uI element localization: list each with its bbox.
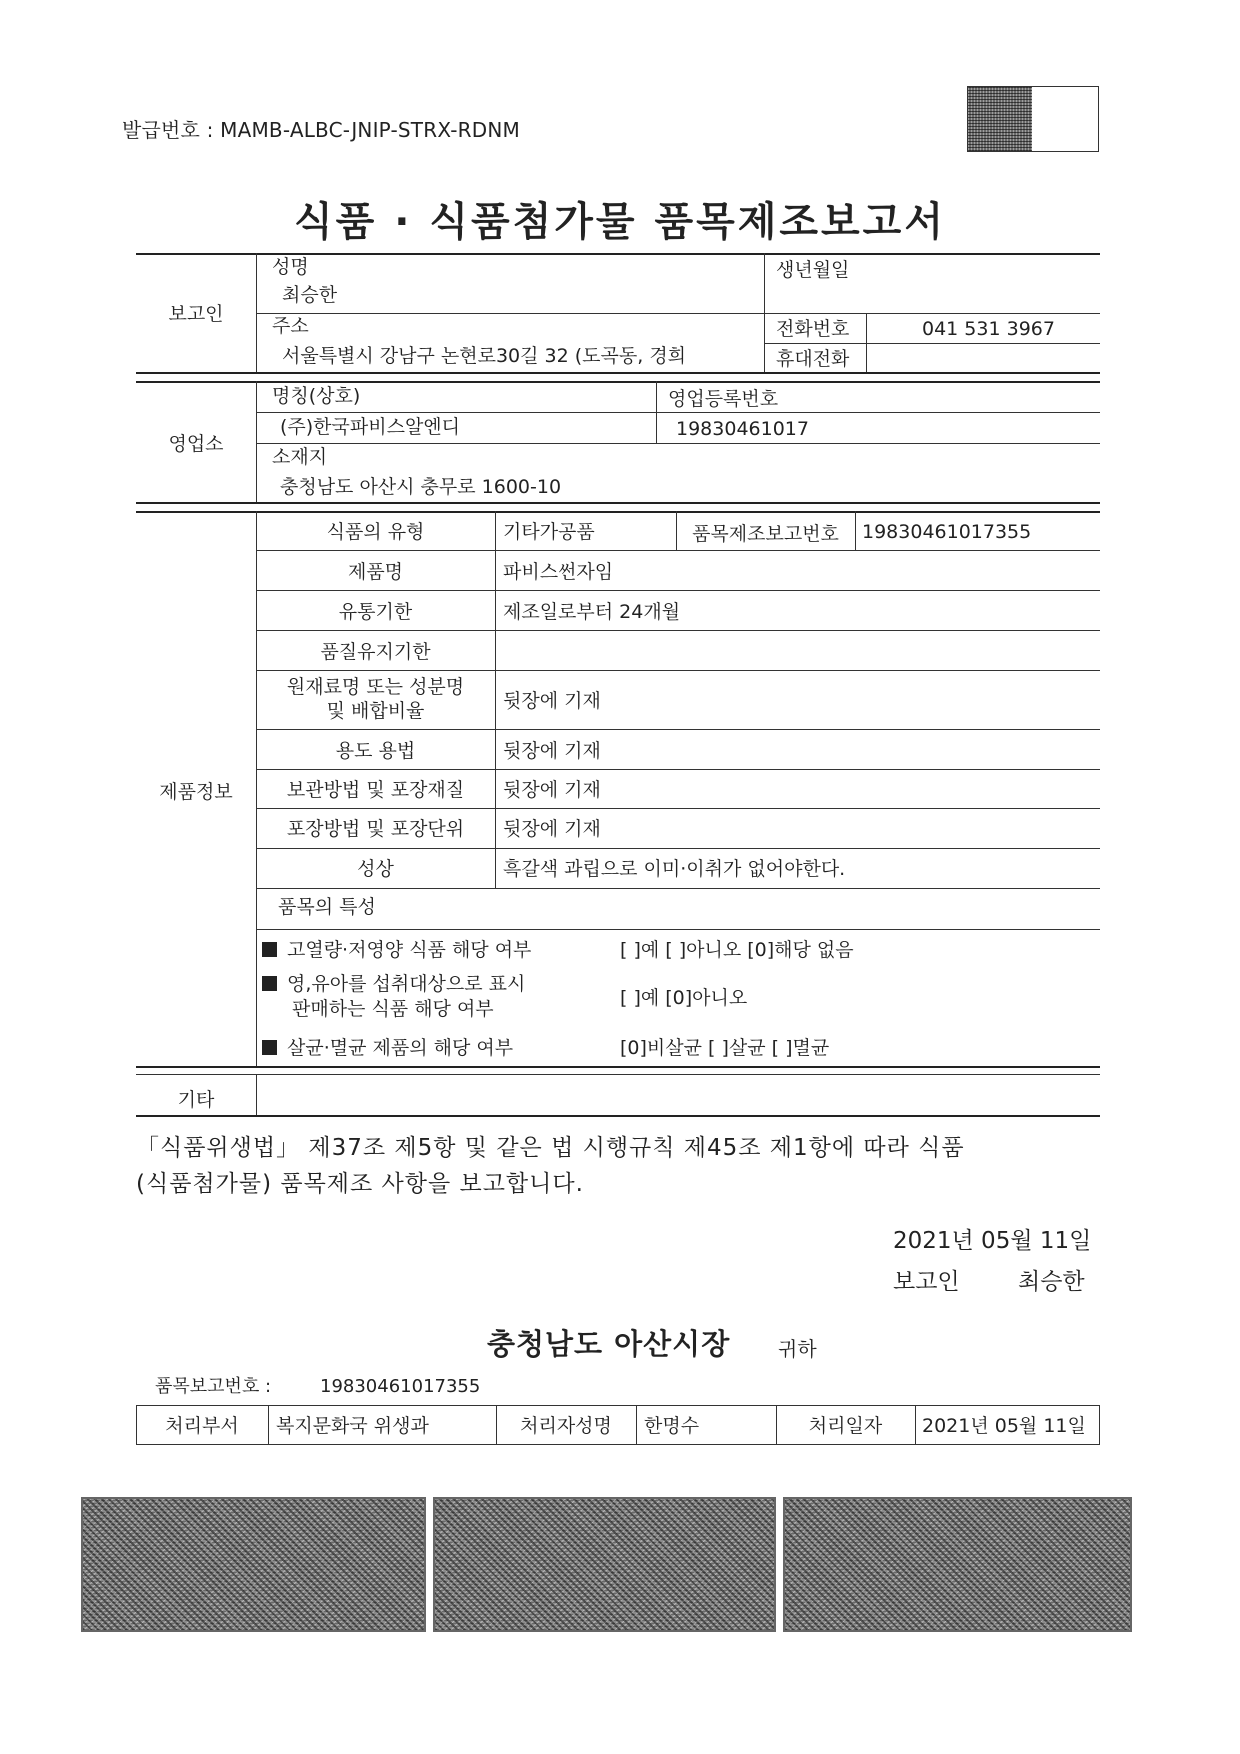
- product-name-value: 파비스썬자임: [503, 561, 614, 583]
- storage-value: 뒷장에 기재: [503, 779, 601, 801]
- processed-date-label: 처리일자: [808, 1415, 883, 1437]
- signer-label: 보고인: [893, 1269, 960, 1295]
- issue-number-label: 발급번호 :: [122, 118, 214, 142]
- reporter-phone: 041 531 3967: [922, 318, 1055, 340]
- storage-label: 보관방법 및 포장재질: [286, 779, 465, 801]
- company-name: (주)한국파비스알엔디: [280, 416, 461, 438]
- bullet-square-icon: [262, 976, 277, 991]
- regno-value: 19830461017: [676, 418, 809, 440]
- processed-date-value: 2021년 05월 11일: [922, 1415, 1086, 1437]
- recipient-honorific: 귀하: [778, 1337, 817, 1361]
- bullet-square-icon: [262, 1040, 277, 1055]
- ingredients-label-line1: 원재료명 또는 성분명: [286, 676, 465, 698]
- birth-label: 생년월일: [776, 259, 850, 281]
- feature-label: 살균·멸균 제품의 해당 여부: [287, 1037, 514, 1059]
- usage-label: 용도 용법: [335, 740, 416, 762]
- dept-label: 처리부서: [165, 1415, 239, 1437]
- mobile-label: 휴대전화: [776, 348, 850, 370]
- ingredients-label: [256, 676, 495, 724]
- document-barcode: [783, 1497, 1132, 1632]
- feature-label: 영,유아를 섭취대상으로 표시: [287, 973, 526, 995]
- product-name-label: 제품명: [347, 561, 404, 583]
- product-section-label: 제품정보: [159, 781, 233, 803]
- declaration-line2: (식품첨가물) 품목제조 사항을 보고합니다.: [136, 1171, 584, 1197]
- issue-number: [122, 114, 520, 143]
- document-barcode: [433, 1497, 776, 1632]
- appearance-value: 흑갈색 과립으로 이미·이취가 없어야한다.: [503, 858, 846, 880]
- address-label: 주소: [272, 315, 309, 337]
- reporter-name: 최승한: [282, 284, 338, 306]
- food-type-value: 기타가공품: [503, 521, 595, 543]
- barcode-stamp: [967, 86, 1099, 152]
- reporter-address: 서울특별시 강남구 논현로30길 32 (도곡동, 경희: [282, 345, 687, 367]
- report-number-label: 품목보고번호 :: [155, 1376, 272, 1397]
- person-value: 한명수: [644, 1415, 700, 1437]
- usage-value: 뒷장에 기재: [503, 740, 601, 762]
- reporter-section-label: 보고인: [168, 303, 224, 325]
- business-section-label: 영업소: [168, 433, 224, 455]
- declaration-line1: 「식품위생법」 제37조 제5항 및 같은 법 시행규칙 제45조 제1항에 따라 식품: [136, 1135, 965, 1161]
- report-date: 2021년 05월 11일: [893, 1228, 1092, 1254]
- report-no-value: 19830461017355: [862, 521, 1032, 543]
- location-label: 소재지: [272, 446, 328, 468]
- feature-label-line2: 판매하는 식품 해당 여부: [292, 998, 494, 1020]
- page-title: 식품 · 식품첨가물 품목제조보고서: [294, 199, 946, 245]
- report-number-value: 19830461017355: [320, 1376, 481, 1397]
- phone-label: 전화번호: [776, 318, 850, 340]
- feature-value: [ ]예 [0]아니오: [620, 987, 748, 1009]
- person-label: 처리자성명: [520, 1415, 612, 1437]
- features-label: 품목의 특성: [278, 896, 376, 918]
- report-no-label: 품목제조보고번호: [692, 523, 839, 545]
- expiry-value: 제조일로부터 24개월: [503, 601, 681, 623]
- issue-number-code: MAMB-ALBC-JNIP-STRX-RDNM: [220, 118, 520, 142]
- regno-label: 영업등록번호: [668, 388, 779, 410]
- name-label: 성명: [272, 256, 309, 278]
- signer-name: 최승한: [1018, 1269, 1085, 1295]
- expiry-label: 유통기한: [338, 601, 413, 623]
- document-barcode: [81, 1497, 426, 1632]
- ingredients-label-line2: 및 배합비율: [326, 699, 425, 722]
- feature-label: 고열량·저영양 식품 해당 여부: [287, 939, 532, 961]
- packaging-label: 포장방법 및 포장단위: [286, 818, 465, 840]
- dept-value: 복지문화국 위생과: [276, 1415, 429, 1437]
- ingredients-value: 뒷장에 기재: [503, 690, 601, 712]
- quality-label: 품질유지기한: [320, 641, 431, 663]
- bullet-square-icon: [262, 942, 277, 957]
- appearance-label: 성상: [357, 858, 394, 880]
- etc-label: 기타: [177, 1089, 215, 1111]
- feature-value: [0]비살균 [ ]살균 [ ]멸균: [620, 1037, 830, 1059]
- recipient-name: 충청남도 아산시장: [487, 1327, 731, 1361]
- food-type-label: 식품의 유형: [326, 521, 425, 543]
- packaging-value: 뒷장에 기재: [503, 818, 601, 840]
- location-value: 충청남도 아산시 충무로 1600-10: [280, 476, 562, 498]
- company-label: 명칭(상호): [272, 385, 361, 407]
- feature-value: [ ]예 [ ]아니오 [0]해당 없음: [620, 939, 854, 961]
